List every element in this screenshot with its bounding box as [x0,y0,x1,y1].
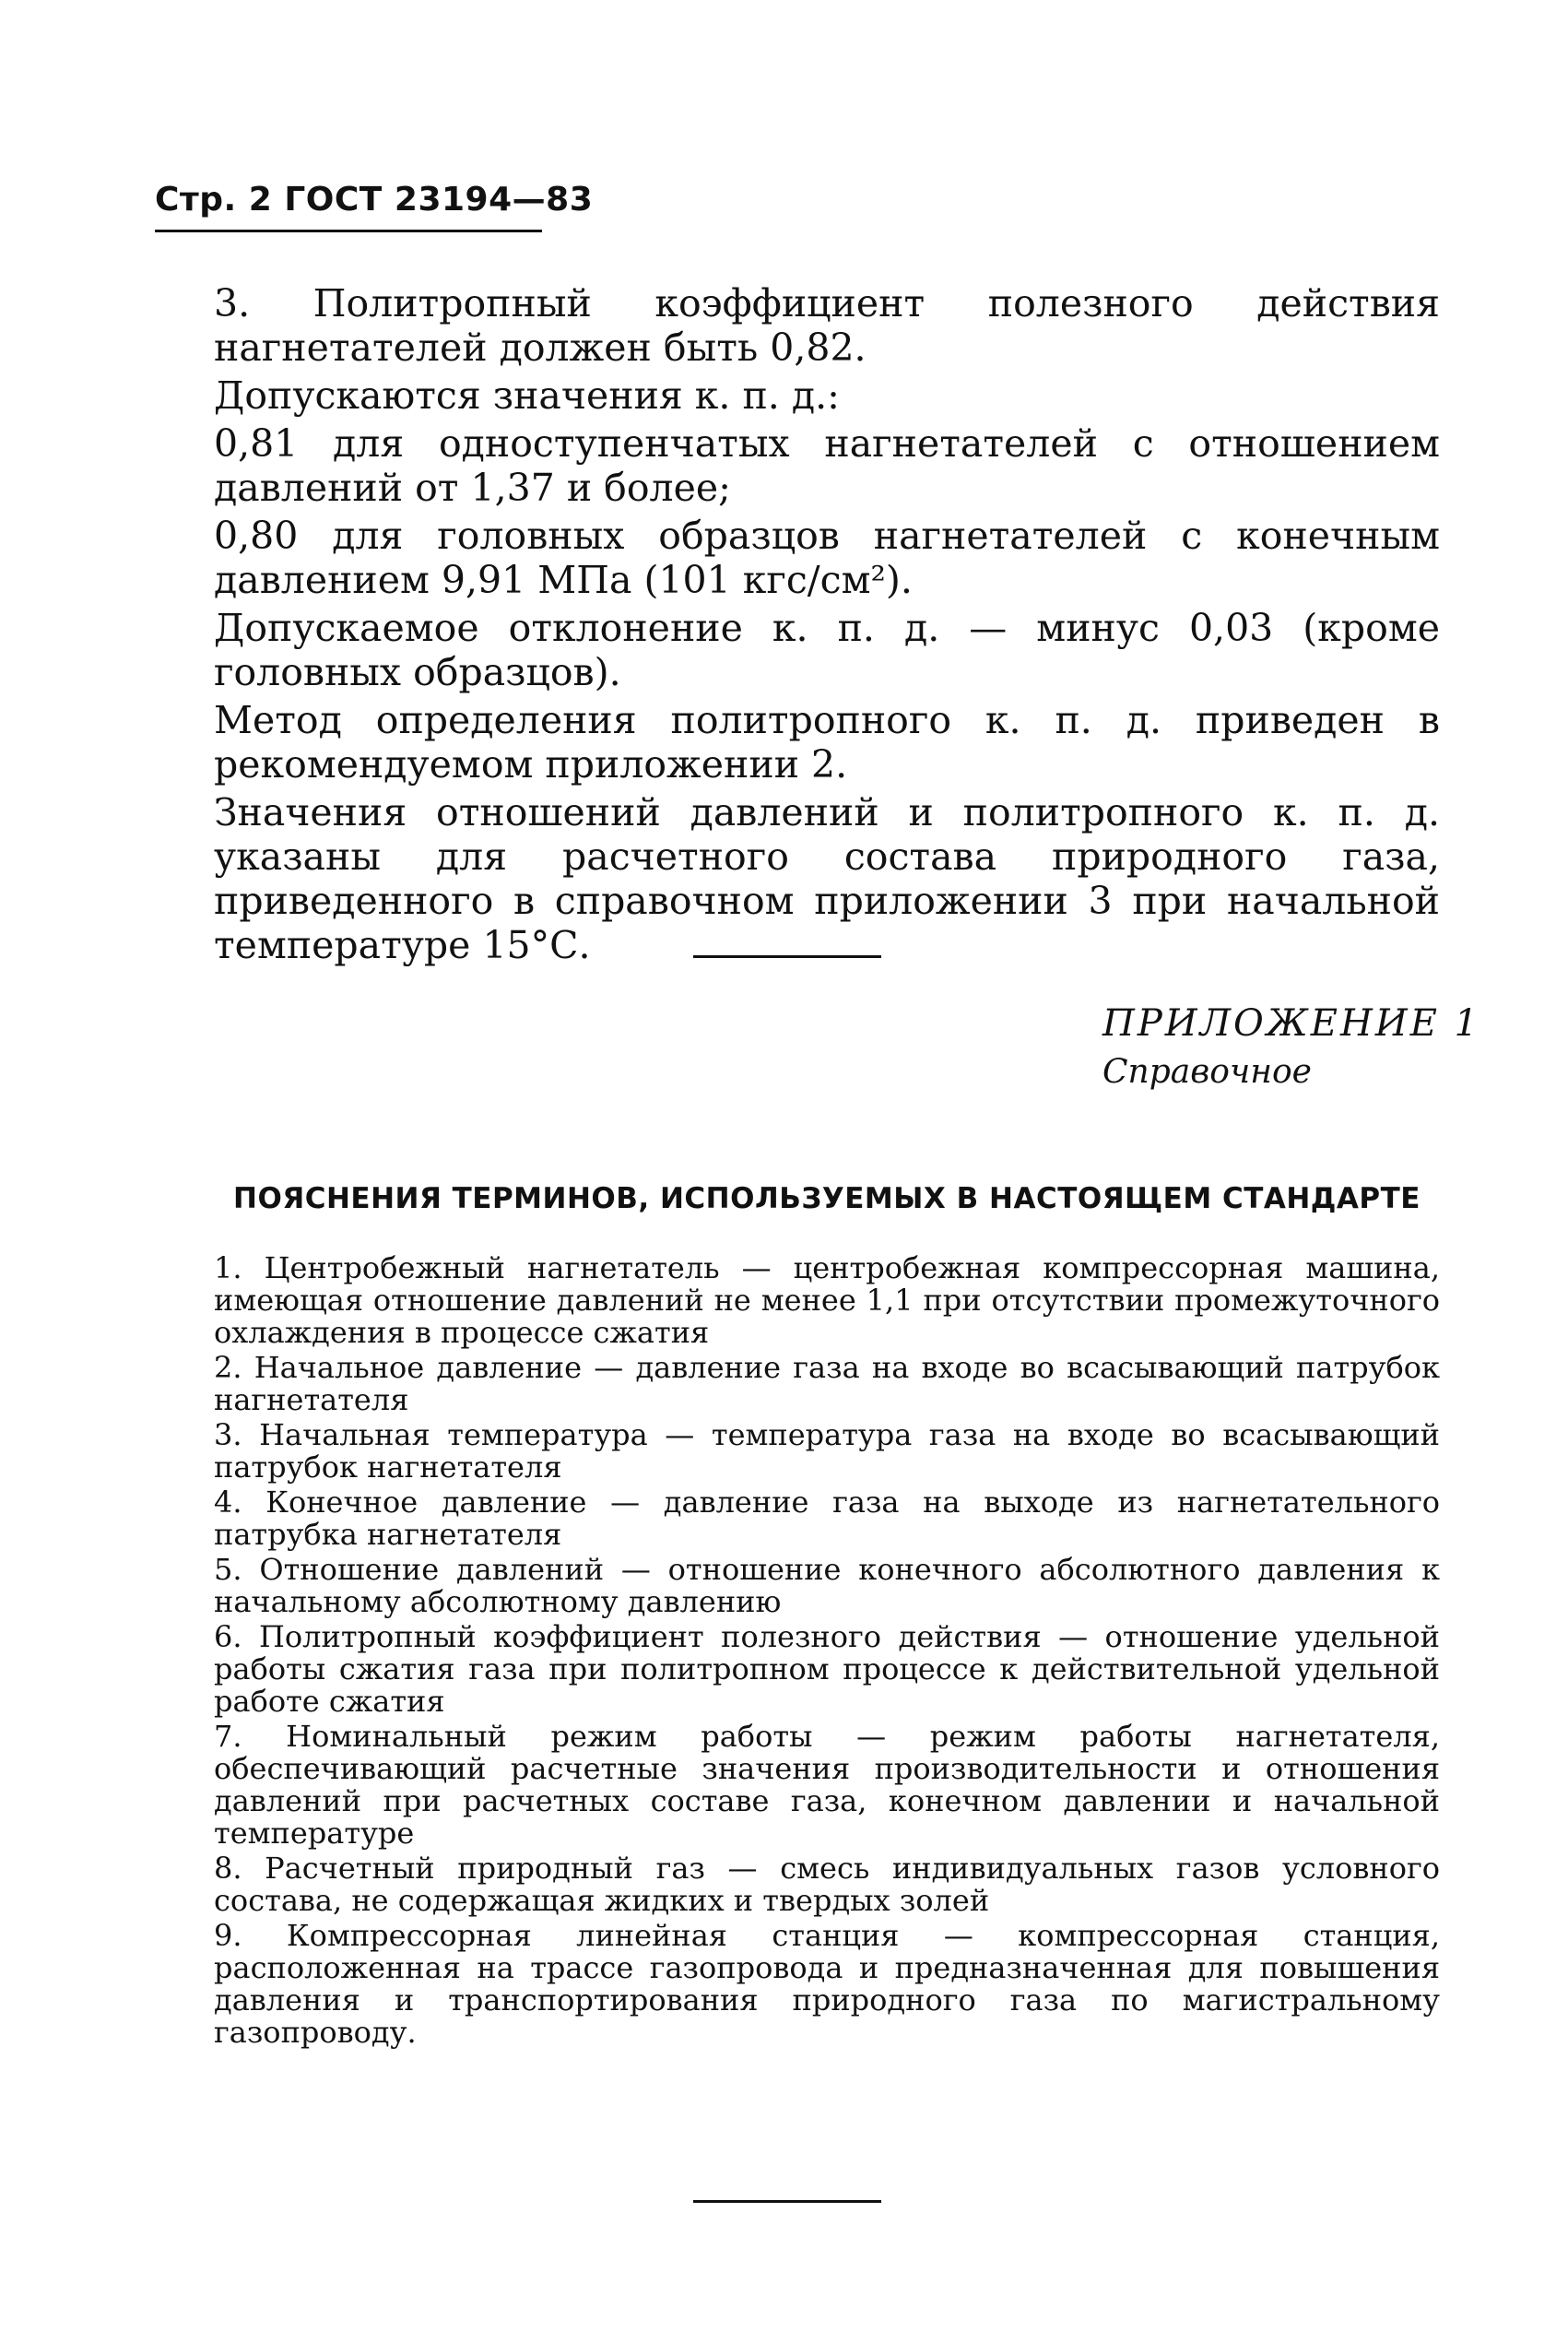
term-item: 4. Конечное давление — давление газа на выходе из нагнетательного патрубка нагнетателя [214,1485,1440,1552]
clause-paragraph: Значения отношений давлений и политропного к. п. д. указаны для расчетного состава природного газа, приведенного в справочном приложении 3 при начальной температуре 15°С. [214,790,1440,967]
term-item: 8. Расчетный природный газ — смесь индивидуальных газов условного состава, не содержащая жидких и твердых золей [214,1851,1440,1918]
terms-list [214,1252,1440,2052]
section-divider [693,955,881,958]
term-item: 3. Начальная температура — температура газа на входе во всасывающий патрубок нагнетателя [214,1417,1440,1485]
end-divider [693,2200,881,2203]
appendix-heading: ПОЯСНЕНИЯ ТЕРМИНОВ, ИСПОЛЬЗУЕМЫХ В НАСТОЯЩЕМ СТАНДАРТЕ [233,1182,1421,1215]
term-item: 1. Центробежный нагнетатель — центробежная компрессорная машина, имеющая отношение давлений не менее 1,1 при отсутствии промежуточного охлаждения в процессе сжатия [214,1250,1440,1350]
appendix-type: Справочное [1102,1053,1312,1091]
appendix-title: ПРИЛОЖЕНИЕ 1 [1102,1002,1481,1045]
clause-paragraph: 0,81 для одноступенчатых нагнетателей с отношением давлений от 1,37 и более; [214,421,1440,510]
running-head: Стр. 2 ГОСТ 23194—83 [155,181,542,232]
term-item: 6. Политропный коэффициент полезного действия — отношение удельной работы сжатия газа при политропном процессе к действительной удельной работе сжатия [214,1619,1440,1719]
term-item: 5. Отношение давлений — отношение конечного абсолютного давления к начальному абсолютному давлению [214,1552,1440,1619]
clause-3-text [214,281,1440,971]
clause-paragraph: Допускаемое отклонение к. п. д. — минус 0,03 (кроме головных образцов). [214,606,1440,694]
clause-paragraph: Допускаются значения к. п. д.: [214,373,840,418]
clause-paragraph: Метод определения политропного к. п. д. приведен в рекомендуемом приложении 2. [214,698,1440,787]
term-item: 2. Начальное давление — давление газа на входе во всасывающий патрубок нагнетателя [214,1350,1440,1417]
term-item: 7. Номинальный режим работы — режим работы нагнетателя, обеспечивающий расчетные значения производительности и отношения давлений при расчетных составе газа, конечном давлении и начальной температуре [214,1719,1440,1851]
clause-paragraph: 3. Политропный коэффициент полезного действия нагнетателей должен быть 0,82. [214,281,1440,370]
clause-paragraph: 0,80 для головных образцов нагнетателей с конечным давлением 9,91 МПа (101 кгс/см²). [214,514,1440,602]
term-item: 9. Компрессорная линейная станция — компрессорная станция, расположенная на трассе газопровода и предназначенная для повышения давления и транспортирования природного газа по магистральному газопроводу. [214,1918,1440,2050]
